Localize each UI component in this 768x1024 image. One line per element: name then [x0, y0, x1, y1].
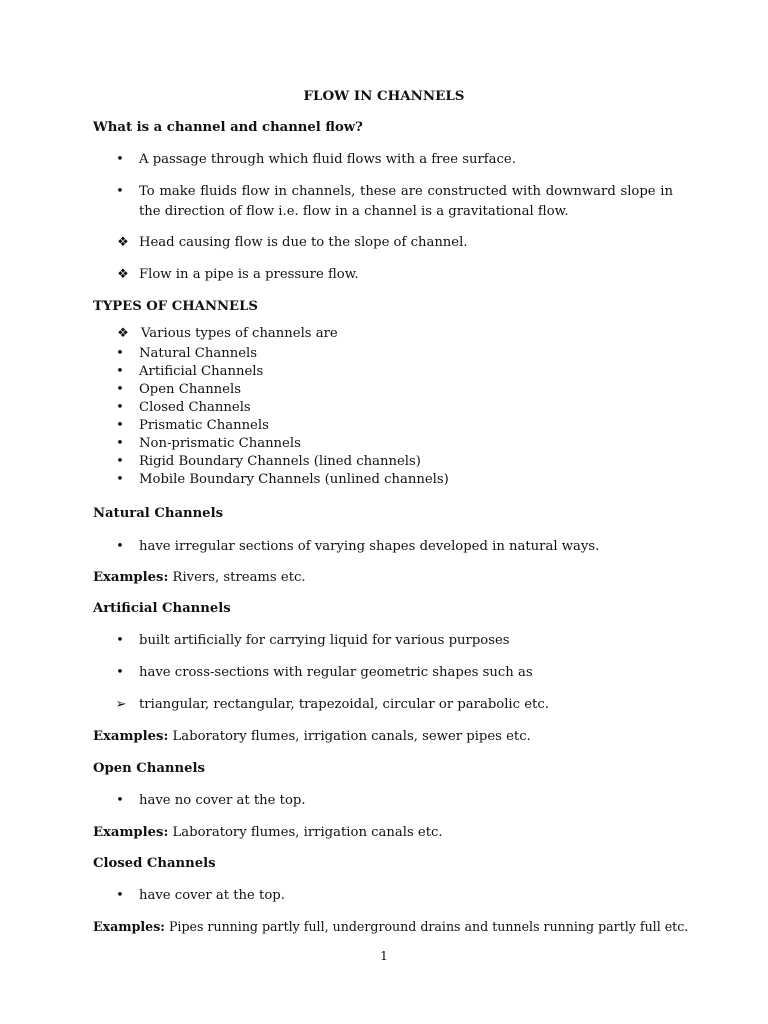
intro-bullet-2-line-2: the direction of flow i.e. flow in a channel is a gravitational flow.	[139, 204, 569, 219]
types-lead: Various types of channels are	[141, 326, 338, 341]
bullet-marker: •	[116, 888, 124, 903]
bullet-marker: •	[116, 633, 124, 648]
arrow-bullet-icon: ➢	[115, 697, 127, 712]
bullet-marker: •	[116, 346, 124, 361]
open-heading: Open Channels	[93, 761, 205, 776]
open-bullet: have no cover at the top.	[139, 793, 306, 808]
diamond-bullet-icon: ❖	[117, 326, 129, 341]
bullet-marker: •	[116, 364, 124, 379]
bullet-marker: •	[116, 472, 124, 487]
closed-heading: Closed Channels	[93, 856, 216, 871]
intro-diamond-1: Head causing flow is due to the slope of channel.	[139, 235, 468, 250]
types-heading: TYPES OF CHANNELS	[93, 299, 258, 314]
diamond-bullet-icon: ❖	[117, 267, 129, 282]
closed-examples	[93, 918, 688, 936]
examples-label: Examples:	[93, 825, 169, 840]
open-examples	[93, 824, 443, 842]
natural-examples	[93, 569, 306, 587]
examples-text: Pipes running partly full, underground drains and tunnels running partly full etc.	[168, 919, 689, 934]
page-number: 1	[380, 948, 388, 963]
page-title: FLOW IN CHANNELS	[303, 88, 465, 104]
examples-label: Examples:	[93, 729, 169, 744]
bullet-marker: •	[116, 418, 124, 433]
bullet-marker: •	[116, 382, 124, 397]
artificial-arrow-item: triangular, rectangular, trapezoidal, circular or parabolic etc.	[139, 697, 549, 712]
examples-text: Rivers, streams etc.	[172, 570, 306, 585]
bullet-marker: •	[116, 152, 124, 167]
intro-bullet-2-line-1: To make fluids flow in channels, these are constructed with downward slope in	[139, 184, 673, 199]
types-item: Non-prismatic Channels	[139, 436, 301, 451]
intro-question: What is a channel and channel flow?	[93, 120, 363, 135]
types-item: Natural Channels	[139, 346, 257, 361]
examples-text: Laboratory flumes, irrigation canals etc.	[172, 825, 443, 840]
types-item: Rigid Boundary Channels (lined channels)	[139, 454, 421, 469]
closed-bullet: have cover at the top.	[139, 888, 285, 903]
bullet-marker: •	[116, 400, 124, 415]
types-item: Mobile Boundary Channels (unlined channels)	[139, 472, 449, 487]
natural-bullet: have irregular sections of varying shapes developed in natural ways.	[139, 539, 600, 554]
bullet-marker: •	[116, 436, 124, 451]
examples-text: Laboratory flumes, irrigation canals, sewer pipes etc.	[172, 729, 531, 744]
examples-label: Examples:	[93, 570, 169, 585]
bullet-marker: •	[116, 454, 124, 469]
diamond-bullet-icon: ❖	[117, 235, 129, 250]
bullet-marker: •	[116, 539, 124, 554]
examples-label: Examples:	[93, 919, 165, 934]
types-item: Prismatic Channels	[139, 418, 269, 433]
artificial-examples	[93, 728, 531, 746]
bullet-marker: •	[116, 793, 124, 808]
types-item: Open Channels	[139, 382, 241, 397]
artificial-bullet-1: built artificially for carrying liquid for various purposes	[139, 633, 510, 648]
bullet-marker: •	[116, 184, 124, 199]
types-item: Closed Channels	[139, 400, 251, 415]
types-item: Artificial Channels	[139, 364, 264, 379]
intro-diamond-2: Flow in a pipe is a pressure flow.	[139, 267, 359, 282]
artificial-heading: Artificial Channels	[93, 601, 231, 616]
intro-bullet-1: A passage through which fluid flows with a free surface.	[139, 152, 516, 167]
artificial-bullet-2: have cross-sections with regular geometric shapes such as	[139, 665, 533, 680]
natural-heading: Natural Channels	[93, 506, 224, 521]
bullet-marker: •	[116, 665, 124, 680]
